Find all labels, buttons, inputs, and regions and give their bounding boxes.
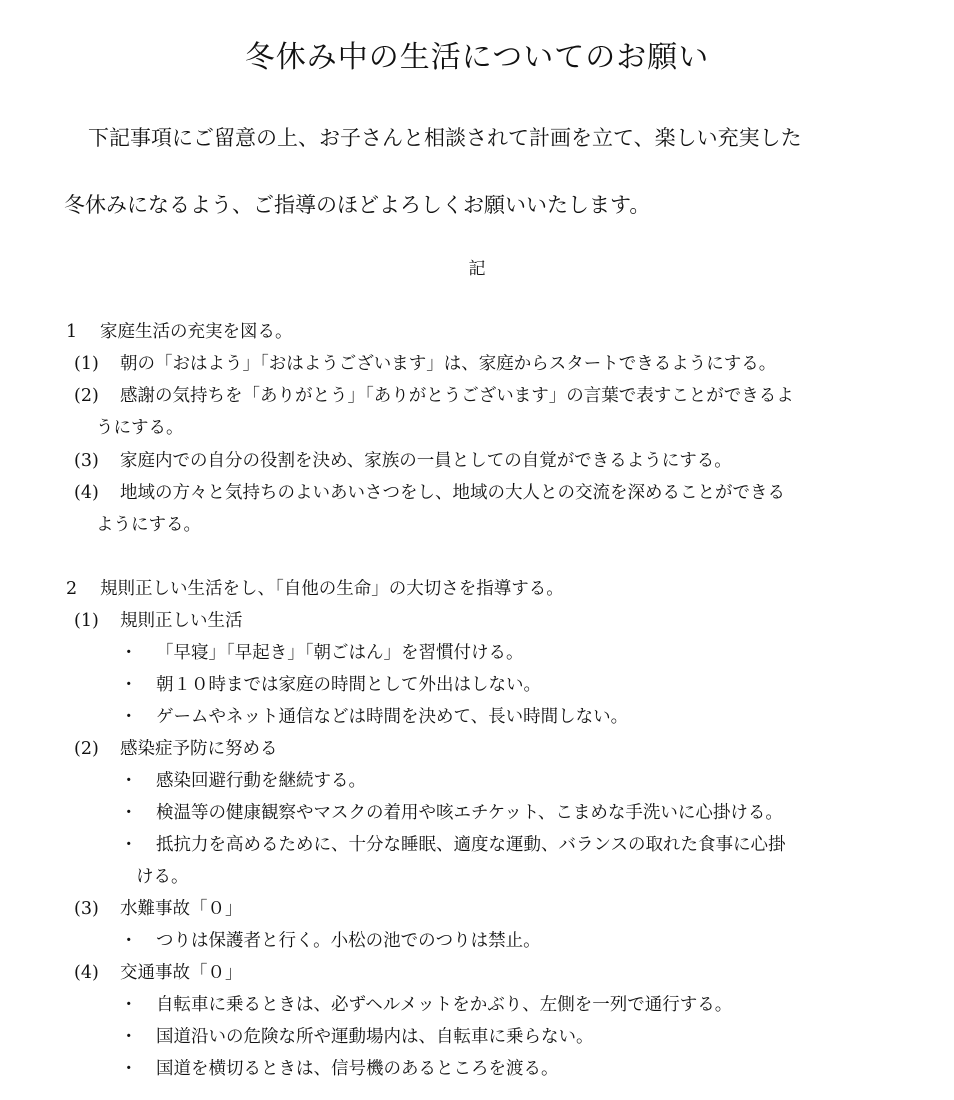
bullet-item: [120, 1024, 594, 1050]
bullet-icon: ・: [120, 835, 138, 855]
bullet-item: [120, 1056, 559, 1082]
bullet-text: つりは保護者と行く。小松の池でのつりは禁止。: [156, 931, 541, 951]
section-1-heading: [66, 319, 293, 345]
item-number: (1): [74, 354, 99, 374]
bullet-icon: ・: [120, 1027, 138, 1047]
section-title: 規則正しい生活をし、「自他の生命」の大切さを指導する。: [100, 579, 564, 599]
bullet-item: [120, 832, 785, 858]
bullet-item: [120, 672, 541, 698]
item-text: 朝の「おはよう」「おはようございます」は、家庭からスタートできるようにする。: [120, 354, 777, 374]
section-title: 家庭生活の充実を図る。: [100, 322, 293, 342]
item-text: 感謝の気持ちを「ありがとう」「ありがとうございます」の言葉で表すことができるよ: [120, 386, 794, 406]
section-2-sub-3-heading: [74, 896, 243, 922]
item-number: (2): [74, 386, 99, 406]
bullet-text: 「早寝」「早起き」「朝ごはん」を習慣付ける。: [156, 643, 524, 663]
section-1-item-3: [74, 448, 732, 474]
section-1-item-2-continuation: うにする。: [96, 418, 184, 438]
item-number: (3): [74, 451, 99, 471]
bullet-text: 国道沿いの危険な所や運動場内は、自転車に乗らない。: [156, 1027, 594, 1047]
item-number: (2): [74, 739, 99, 759]
item-text: 地域の方々と気持ちのよいあいさつをし、地域の大人との交流を深めることができる: [120, 483, 785, 503]
bullet-icon: ・: [120, 995, 138, 1015]
section-2-sub-1-heading: [74, 608, 243, 634]
intro-line-1: 下記事項にご留意の上、お子さんと相談されて計画を立て、楽しい充実した: [88, 126, 802, 150]
ki-heading: 記: [468, 259, 486, 279]
item-number: (4): [74, 963, 99, 983]
item-number: (1): [74, 611, 99, 631]
bullet-text: 国道を横切るときは、信号機のあるところを渡る。: [156, 1059, 559, 1079]
bullet-icon: ・: [120, 931, 138, 951]
item-text: 水難事故「０」: [120, 899, 243, 919]
bullet-item: [120, 704, 628, 730]
bullet-icon: ・: [120, 1059, 138, 1079]
item-number: (3): [74, 899, 99, 919]
section-1-item-4-continuation: ようにする。: [96, 515, 201, 535]
item-number: (4): [74, 483, 99, 503]
item-text: 交通事故「０」: [120, 963, 243, 983]
section-2-sub-2-heading: [74, 736, 278, 762]
bullet-item: [120, 800, 783, 826]
bullet-icon: ・: [120, 771, 138, 791]
bullet-text: 感染回避行動を継続する。: [156, 771, 366, 791]
bullet-icon: ・: [120, 707, 138, 727]
bullet-text: 検温等の健康観察やマスクの着用や咳エチケット、こまめな手洗いに心掛ける。: [156, 803, 783, 823]
section-1-item-1: [74, 351, 776, 377]
bullet-text: ゲームやネット通信などは時間を決めて、長い時間しない。: [156, 707, 629, 727]
bullet-text: 朝１０時までは家庭の時間として外出はしない。: [156, 675, 541, 695]
section-2-sub-4-heading: [74, 960, 243, 986]
section-1-item-2: [74, 383, 794, 409]
bullet-item: [120, 992, 732, 1018]
section-1-item-4: [74, 480, 785, 506]
section-number: 1: [66, 322, 78, 342]
intro-line-2: 冬休みになるよう、ご指導のほどよろしくお願いいたします。: [64, 193, 651, 217]
item-text: 家庭内での自分の役割を決め、家族の一員としての自覚ができるようにする。: [120, 451, 732, 471]
bullet-item: [120, 928, 541, 954]
section-2-heading: [66, 576, 564, 602]
document-title: 冬休み中の生活についてのお願い: [244, 40, 710, 75]
bullet-icon: ・: [120, 675, 138, 695]
bullet-icon: ・: [120, 803, 138, 823]
bullet-icon: ・: [120, 643, 138, 663]
bullet-item: [120, 768, 366, 794]
bullet-text: 自転車に乗るときは、必ずヘルメットをかぶり、左側を一列で通行する。: [156, 995, 733, 1015]
item-text: 感染症予防に努める: [120, 739, 278, 759]
section-number: 2: [66, 579, 78, 599]
bullet-continuation: ける。: [136, 867, 189, 887]
bullet-text: 抵抗力を高めるために、十分な睡眠、適度な運動、バランスの取れた食事に心掛: [156, 835, 786, 855]
item-text: 規則正しい生活: [120, 611, 243, 631]
bullet-item: [120, 640, 524, 666]
